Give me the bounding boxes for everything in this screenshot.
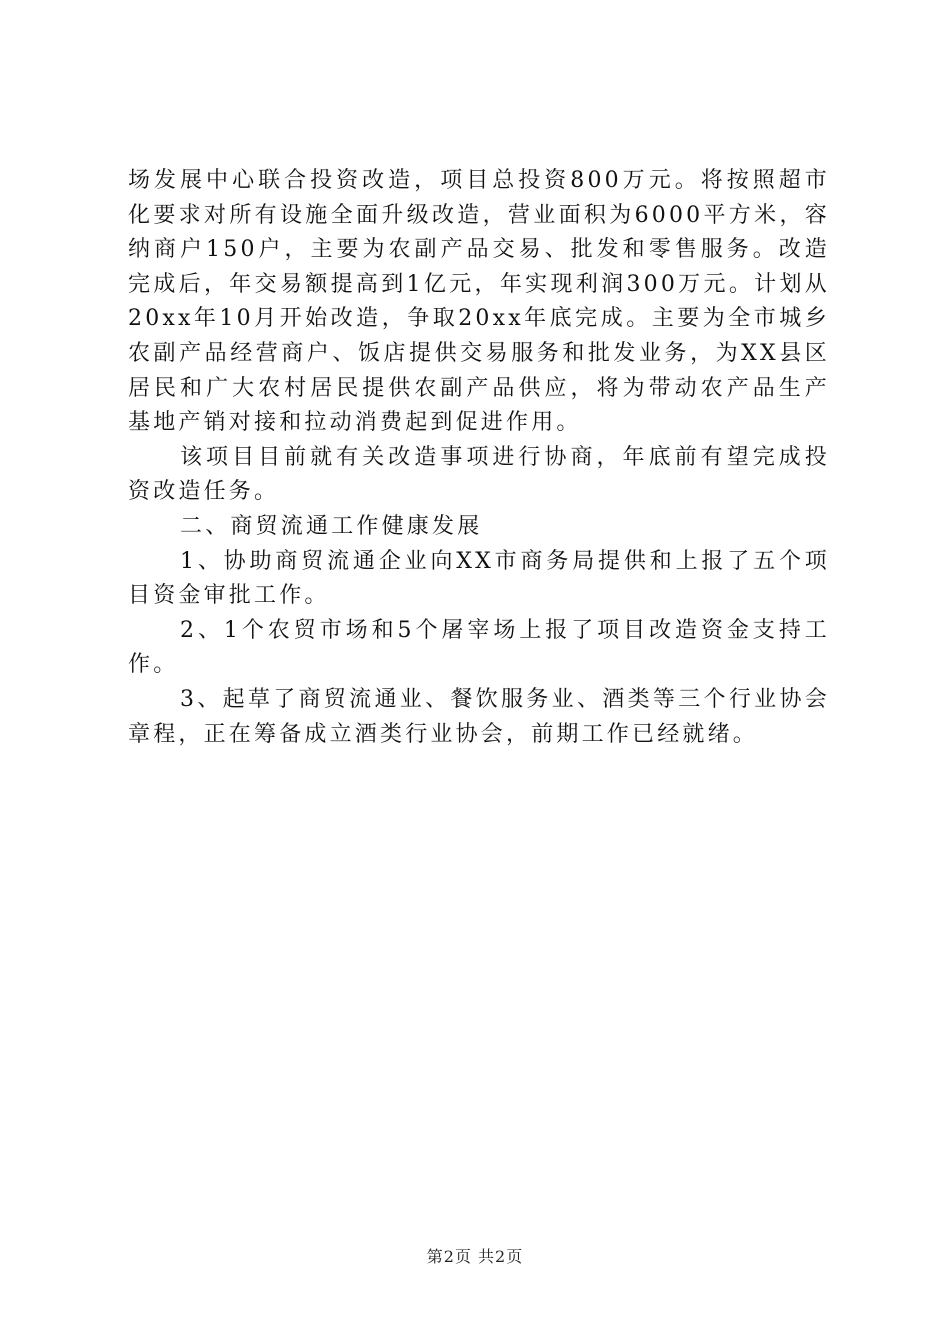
document-body (128, 164, 830, 752)
list-item-2: 2、1个农贸市场和5个屠宰场上报了项目改造资金支持工作。 (128, 617, 830, 678)
list-item-1: 1、协助商贸流通企业向XX市商务局提供和上报了五个项目资金审批工作。 (128, 548, 830, 609)
page-footer: 第2页 共2页 (426, 1247, 524, 1266)
list-item-3: 3、起草了商贸流通业、餐饮服务业、酒类等三个行业协会章程，正在筹备成立酒类行业协会，前期工作已经就绪。 (128, 686, 830, 747)
paragraph-negotiation: 该项目目前就有关改造事项进行协商，年底前有望完成投资改造任务。 (128, 444, 830, 505)
paragraph-continuation: 场发展中心联合投资改造，项目总投资800万元。将按照超市化要求对所有设施全面升级改造，营业面积为6000平方米，容纳商户150户，主要为农副产品交易、批发和零售服务。改造完成后，年交易额提高到1亿元，年实现利润300万元。计划从20xx年10月开始改造，争取20xx年底完成。主要为全市城乡农副产品经营商户、饭店提供交易服务和批发业务，为XX县区居民和广大农村居民提供农副产品供应，将为带动农产品生产基地产销对接和拉动消费起到促进作用。 (128, 168, 830, 436)
section-heading: 二、商贸流通工作健康发展 (180, 513, 483, 539)
